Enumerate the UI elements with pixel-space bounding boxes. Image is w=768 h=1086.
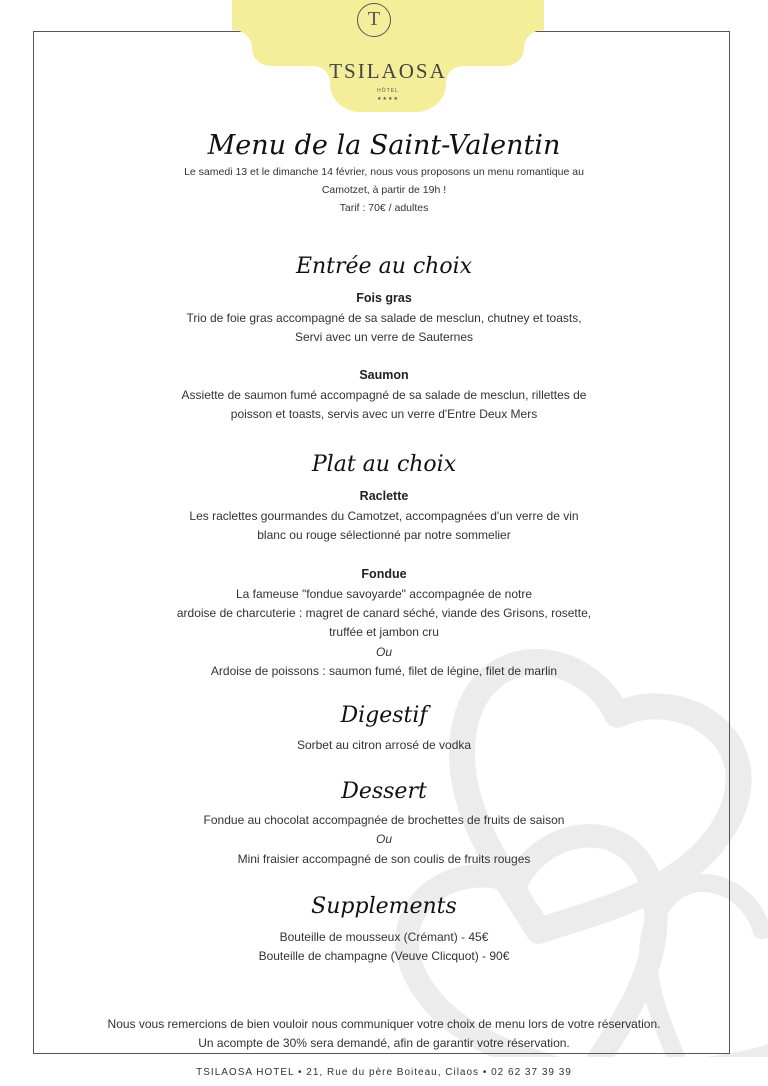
- brand-name: TSILAOSA: [329, 59, 447, 83]
- dessert-line-2: Mini fraisier accompagné de son coulis de fruits rouges: [237, 852, 531, 866]
- entree-item-line: Assiette de saumon fumé accompagné de sa salade de mesclun, rillettes de: [181, 388, 587, 402]
- footer-address: TSILAOSA HOTEL • 21, Rue du père Boiteau, Cilaos • 02 62 37 39 39: [196, 1067, 572, 1078]
- plat-item-line: Ardoise de poissons : saumon fumé, filet de légine, filet de marlin: [210, 664, 558, 678]
- entree-item-line: poisson et toasts, servis avec un verre d'Entre Deux Mers: [230, 407, 538, 421]
- supplements-heading: Supplements: [311, 894, 457, 919]
- menu-title: Menu de la Saint-Valentin: [207, 130, 561, 161]
- dessert-heading: Dessert: [341, 779, 427, 804]
- note-line-1: Nous vous remercions de bien vouloir nous communiquer votre choix de menu lors de votre réservation.: [107, 1017, 661, 1031]
- hotel-logo: [232, 0, 544, 120]
- brand-stars: ★★★★: [377, 96, 399, 102]
- dessert-line-1: Fondue au chocolat accompagnée de brochettes de fruits de saison: [203, 813, 565, 827]
- note-line-2: Un acompte de 30% sera demandé, afin de garantir votre réservation.: [198, 1036, 570, 1050]
- intro-line-1: Le samedi 13 et le dimanche 14 février, nous vous proposons un menu romantique au: [184, 166, 584, 178]
- entree-item-name: Saumon: [359, 368, 409, 382]
- plat-item-line: La fameuse "fondue savoyarde" accompagnée de notre: [235, 587, 533, 601]
- brand-subtitle: HÔTEL: [377, 88, 399, 94]
- plat-heading: Plat au choix: [311, 452, 457, 477]
- digestif-line: Sorbet au citron arrosé de vodka: [296, 738, 472, 752]
- monogram-icon: [357, 3, 391, 37]
- entree-item-line: Servi avec un verre de Sauternes: [294, 330, 474, 344]
- plat-item-line: truffée et jambon cru: [329, 625, 439, 639]
- entree-heading: Entrée au choix: [295, 254, 473, 279]
- plat-item-name: Fondue: [361, 567, 407, 581]
- dessert-or-separator: Ou: [375, 832, 392, 846]
- plat-item-name: Raclette: [359, 489, 409, 503]
- monogram-letter: T: [367, 8, 381, 30]
- supplement-line: Bouteille de champagne (Veuve Clicquot) - 90€: [258, 949, 510, 963]
- digestif-heading: Digestif: [340, 703, 428, 728]
- intro-line-2: Camotzet, à partir de 19h !: [321, 184, 447, 196]
- supplement-line: Bouteille de mousseux (Crémant) - 45€: [279, 930, 489, 944]
- entree-item-name: Fois gras: [356, 291, 412, 305]
- plat-or-separator: Ou: [375, 645, 392, 659]
- entree-item-line: Trio de foie gras accompagné de sa salade de mesclun, chutney et toasts,: [186, 311, 582, 325]
- plat-item-line: blanc ou rouge sélectionné par notre sommelier: [257, 528, 511, 542]
- plat-item-line: ardoise de charcuterie : magret de canard séché, viande des Grisons, rosette,: [176, 606, 592, 620]
- plat-item-line: Les raclettes gourmandes du Camotzet, accompagnées d'un verre de vin: [189, 509, 579, 523]
- intro-line-3: Tarif : 70€ / adultes: [339, 202, 429, 214]
